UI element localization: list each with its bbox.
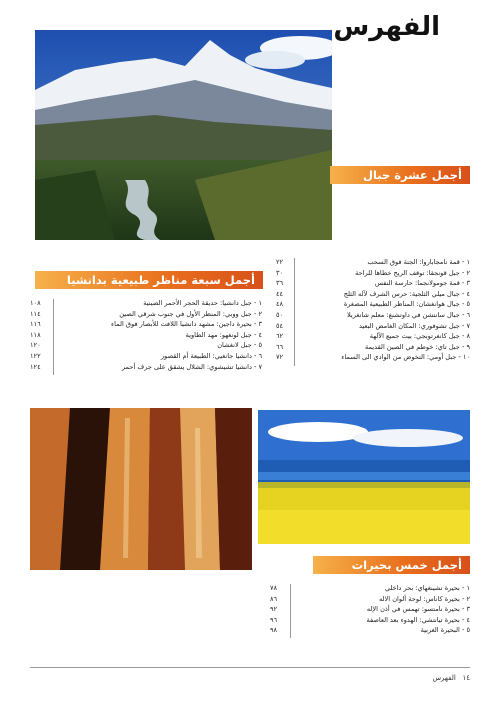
mountain-photo: [35, 30, 332, 240]
toc-entry: [276, 289, 470, 300]
section-heading-danxia: أجمل سبعة مناظر طبيعية بدانشيا بالصين: [35, 271, 263, 289]
toc-entry: [270, 625, 470, 636]
footer-page-number: ١٤: [462, 674, 470, 682]
toc-entry: [276, 268, 470, 279]
toc-entry: [30, 340, 262, 351]
toc-entry-page: ٢٢: [276, 258, 284, 266]
toc-entry: [276, 310, 470, 321]
toc-entry-page: ٦٢: [276, 332, 284, 341]
footer-label: الفهرس: [432, 674, 456, 682]
toc-entry-title: ٥ - جبال هوانغشان: المناظر الطبيعية المصغرة: [343, 300, 470, 309]
toc-entry-page: ٧٢: [276, 353, 284, 362]
toc-lakes: [270, 583, 470, 636]
toc-entry-title: ٣ - بحيرة نامتسو: تهمس في أذن الإله: [366, 605, 470, 614]
toc-entry-page: ٦٦: [276, 342, 284, 351]
toc-entry: [276, 331, 470, 342]
toc-entry-title: ٥ - البحيرة الغربية: [420, 626, 470, 635]
toc-entry-page: ١٢٠: [30, 341, 41, 350]
toc-entry-page: ١٢٤: [30, 362, 41, 371]
toc-entry-page: ٣٠: [276, 268, 284, 277]
toc-entry-page: ٩٦: [270, 615, 278, 624]
toc-entry-title: ٩ - جبل تاي: خوطم في الصين القديمة: [364, 342, 470, 351]
toc-entry-title: ٥ - جبل لانغشان: [217, 341, 262, 350]
toc-entry-page: ١١٤: [30, 309, 41, 318]
toc-entry-title: ٢ - جبل قونجقا: توقف الريح خطاها للراحة: [355, 268, 470, 277]
toc-entry: [30, 362, 262, 373]
footer-rule: [30, 667, 470, 668]
toc-entry: [270, 583, 470, 594]
toc-entry-title: ٨ - جبل كانغرتوبجي: بيت جميع الآلهة: [369, 332, 470, 341]
toc-entry-page: ٧٨: [270, 584, 278, 592]
lake-photo: [258, 410, 470, 544]
toc-entry-title: ٢ - بحيرة كاناس: لوحة ألوان الاله: [378, 594, 470, 603]
section-heading-mountains: أجمل عشرة جبال بالصين: [330, 166, 470, 184]
toc-entry-title: ١ - جبل دانشيا: حديقة الحجر الأحمر الصينية: [143, 299, 262, 307]
toc-entry: [276, 321, 470, 332]
toc-entry-page: ٥٠: [276, 310, 284, 319]
toc-entry-title: ١ - قمة نامجاباروا: الجنة فوق السحب: [367, 258, 470, 266]
toc-entry-page: ١٢٢: [30, 351, 41, 360]
toc-entry-page: ٤٤: [276, 289, 284, 298]
toc-entry: [270, 594, 470, 605]
toc-entry-title: ٤ - بحيرة تيانتشي: الهدوء بعد العاصفة: [366, 615, 470, 624]
toc-entry-title: ٧ - دانشيا تشيشوي: الشلال يشقق على جرف أحمر: [121, 362, 262, 371]
toc-entry: [270, 604, 470, 615]
toc-entry-title: ٢ - جبل ووبي: المنظر الأول في جنوب شرقي الصين: [119, 309, 262, 318]
toc-mountains: [276, 257, 470, 363]
toc-entry-title: ١ - بحيرة تشينغهاي: بحر داخلي: [384, 584, 470, 592]
toc-entry: [276, 278, 470, 289]
section-heading-lakes: أجمل خمس بحيرات بالصين: [313, 556, 470, 574]
toc-entry-page: ١١٨: [30, 330, 41, 339]
toc-entry: [30, 298, 262, 309]
toc-entry: [30, 330, 262, 341]
toc-danxia: [30, 298, 262, 372]
toc-entry-title: ٤ - جبال ميلي الثلجية: حرس الشرف لآله الثلج: [343, 289, 470, 298]
toc-entry: [276, 352, 470, 363]
toc-entry: [270, 615, 470, 626]
footer: [433, 674, 470, 682]
divider: [294, 258, 295, 366]
toc-entry-page: ٩٨: [270, 626, 278, 635]
toc-entry: [30, 351, 262, 362]
toc-entry-title: ٧ - جبل تشوفوري: المكان الغامض البعيد: [358, 321, 470, 330]
toc-entry: [30, 309, 262, 320]
toc-entry: [276, 342, 470, 353]
toc-entry: [276, 257, 470, 268]
toc-entry-page: ٣٦: [276, 279, 284, 288]
toc-entry-title: ٣ - بحيرة داجين: مشهد دانشيا اللافت للأبصار فوق الماء: [111, 320, 262, 329]
toc-entry-title: ٤ - جبل لونغهو: مهد الطاوية: [185, 330, 262, 339]
page-title: الفهرس: [333, 12, 440, 42]
toc-entry-title: ٦ - دانشيا جانغيي: الطبيعة أم القصور: [160, 351, 262, 360]
toc-entry-title: ٣ - قمة جومولانجما: حارسة النفس: [374, 279, 470, 288]
toc-entry-title: ١٠ - جبل أومي: التخوض من الوادي الى السماء: [341, 353, 470, 362]
toc-entry-page: ١٠٨: [30, 299, 41, 307]
divider: [53, 299, 54, 375]
toc-entry-page: ٨٦: [270, 594, 278, 603]
toc-entry-title: ٦ - جبال سانتشن في داوتشنغ: معلم شانغريلا: [346, 310, 470, 319]
divider: [290, 584, 291, 638]
toc-entry-page: ٩٢: [270, 605, 278, 614]
toc-entry-page: ١١٦: [30, 320, 41, 329]
toc-entry: [276, 299, 470, 310]
toc-entry: [30, 319, 262, 330]
toc-entry-page: ٥٤: [276, 321, 284, 330]
red-rock-photo: [30, 408, 252, 570]
toc-entry-page: ٤٨: [276, 300, 284, 309]
